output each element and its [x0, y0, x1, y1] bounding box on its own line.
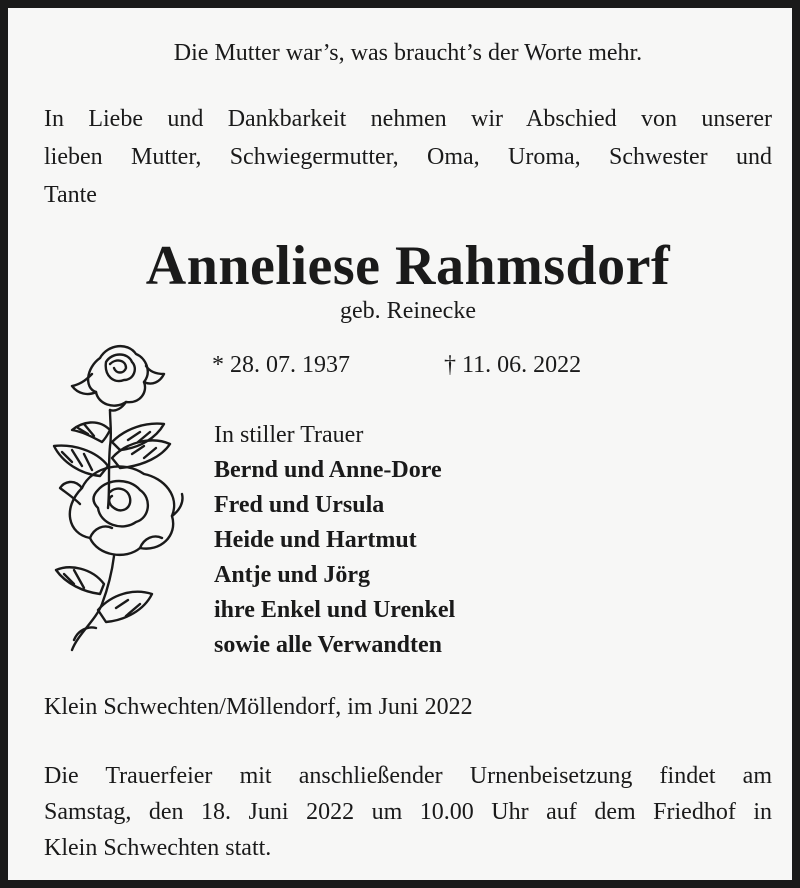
intro-line: In Liebe und Dankbarkeit nehmen wir Abschied von unserer [44, 106, 772, 132]
intro-text [44, 100, 772, 214]
mourner-name: Fred und Ursula [214, 492, 385, 518]
rose-icon [48, 338, 190, 656]
place-and-date: Klein Schwechten/Möllendorf, im Juni 2022 [44, 694, 473, 720]
service-line: Klein Schwechten statt. [44, 835, 272, 861]
death-date: † 11. 06. 2022 [444, 352, 582, 378]
mourner-name: Bernd und Anne-Dore [214, 457, 442, 483]
service-line: Die Trauerfeier mit anschließender Urnenbeisetzung findet am [44, 763, 772, 789]
mourners-heading: In stiller Trauer [214, 422, 364, 448]
mourner-name: sowie alle Verwandten [214, 632, 442, 658]
mourner-name: Antje und Jörg [214, 562, 371, 588]
intro-line: lieben Mutter, Schwiegermutter, Oma, Uroma, Schwester und [44, 144, 772, 170]
service-line: Samstag, den 18. Juni 2022 um 10.00 Uhr auf dem Friedhof in [44, 799, 772, 825]
mourners-block [214, 418, 455, 663]
motto: Die Mutter war’s, was braucht’s der Worte mehr. [173, 40, 643, 66]
deceased-name: Anneliese Rahmsdorf [145, 235, 671, 297]
intro-line: Tante [44, 182, 97, 208]
birth-date: * 28. 07. 1937 [212, 352, 350, 378]
maiden-name: geb. Reinecke [340, 298, 476, 324]
funeral-service-text [44, 758, 772, 866]
mourner-name: Heide und Hartmut [214, 527, 417, 553]
mourner-name: ihre Enkel und Urenkel [214, 597, 456, 623]
